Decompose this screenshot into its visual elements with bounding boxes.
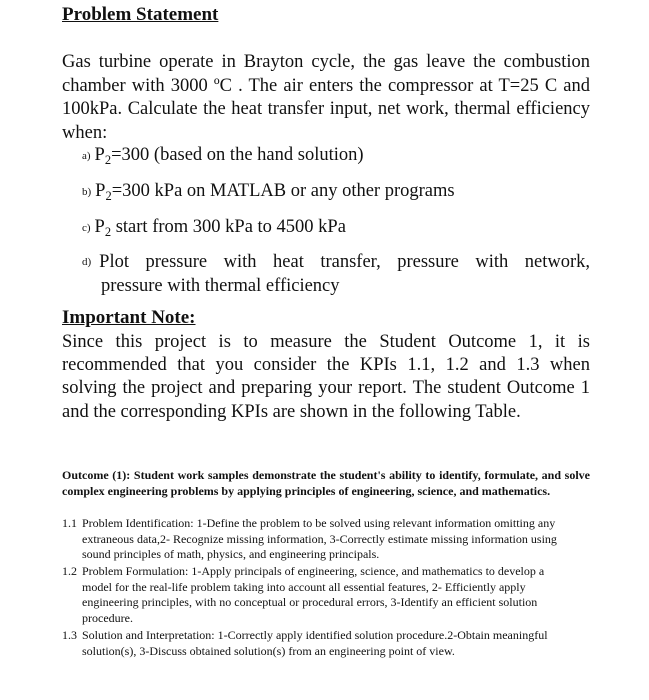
list-text-b: =300 kPa on MATLAB or any other programs bbox=[111, 181, 455, 201]
kpi-item bbox=[62, 628, 562, 659]
list-item-d bbox=[82, 251, 590, 298]
kpi-item bbox=[62, 516, 562, 563]
list-item-b bbox=[82, 180, 455, 205]
list-text-c: start from 300 kPa to 4500 kPa bbox=[111, 217, 346, 237]
list-marker-d: d) bbox=[82, 256, 92, 268]
kpi-description: Problem Identification: 1-Define the problem to be solved using relevant information omitting any extraneous data,2- Recognize missing information, 3-Correctly estimate missing information using sound principles of math, physics, and engineering principals. bbox=[82, 516, 557, 562]
problem-intro-paragraph: Gas turbine operate in Brayton cycle, the gas leave the combustion chamber with 3000 ºC . The air enters the compressor at T=25 C and 100kPa. Calculate the heat transfer input, net work, thermal efficiency when: bbox=[62, 52, 590, 143]
kpi-number: 1.2 bbox=[62, 564, 77, 578]
problem-statement-heading: Problem Statement bbox=[62, 4, 219, 25]
list-text-d-line2: pressure with thermal efficiency bbox=[101, 275, 340, 296]
pressure-subscript-b: 2 bbox=[105, 189, 112, 203]
list-text-a: =300 (based on the hand solution) bbox=[111, 145, 364, 165]
pressure-symbol-b: P bbox=[95, 181, 106, 201]
list-marker-b: b) bbox=[82, 186, 92, 198]
kpi-item bbox=[62, 564, 562, 626]
list-marker-a: a) bbox=[82, 150, 91, 162]
list-item-c bbox=[82, 216, 346, 241]
list-text-d-line1: Plot pressure with heat transfer, pressure with network, bbox=[99, 252, 590, 272]
outcome-heading: Outcome (1): Student work samples demonstrate the student's ability to identify, formulate, and solve complex engineering problems by applying principles of engineering, science, and mathematics. bbox=[62, 468, 590, 498]
pressure-subscript-c: 2 bbox=[104, 225, 112, 239]
pressure-subscript-a: 2 bbox=[104, 153, 112, 167]
kpi-description: Problem Formulation: 1-Apply principals of engineering, science, and mathematics to develop a model for the real-life problem taking into account all essential features, 2- Efficiently apply engineering principles, with no conceptual or procedural errors, 3-Identify an efficient solution procedure. bbox=[82, 564, 545, 625]
important-note-heading: Important Note: bbox=[62, 307, 196, 328]
list-marker-c: c) bbox=[82, 222, 91, 234]
kpi-number: 1.3 bbox=[62, 628, 77, 642]
pressure-symbol-a: P bbox=[94, 145, 105, 165]
kpi-number: 1.1 bbox=[62, 516, 77, 530]
important-note-paragraph: Since this project is to measure the Student Outcome 1, it is recommended that you consider the KPIs 1.1, 1.2 and 1.3 when solving the project and preparing your report. The student Outcome 1 and the corresponding KPIs are shown in the following Table. bbox=[62, 332, 590, 422]
kpi-description: Solution and Interpretation: 1-Correctly apply identified solution procedure.2-Obtain meaningful solution(s), 3-Discuss obtained solution(s) from an engineering point of view. bbox=[82, 628, 548, 658]
list-item-a bbox=[82, 144, 364, 169]
pressure-symbol-c: P bbox=[94, 217, 105, 237]
